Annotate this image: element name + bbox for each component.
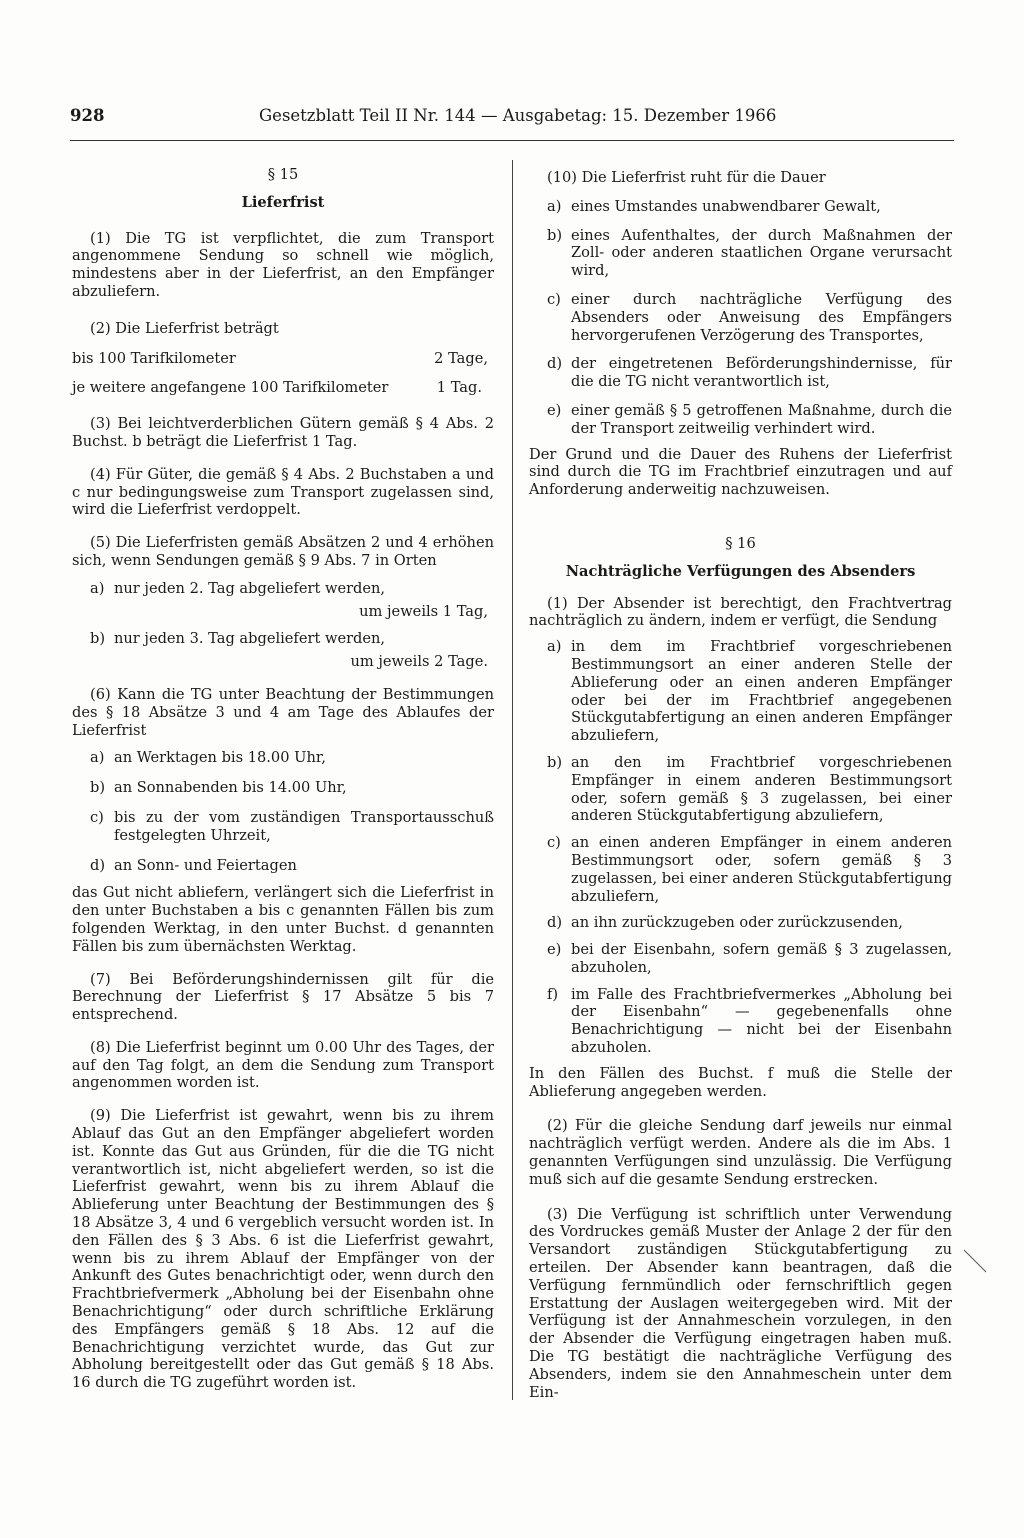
header-rule xyxy=(70,140,954,141)
paragraph-15-1: (1) Die TG ist verpflichtet, die zum Transport angenommene Sendung so schnell wie möglich, mindestens aber in der Lieferfrist, an den Empfänger abzuliefern. xyxy=(72,229,494,300)
list-item-5b xyxy=(90,630,494,648)
item-label: f) xyxy=(547,985,559,1003)
item-text: eines Umstandes unabwendbarer Gewalt, xyxy=(571,197,881,215)
paragraph-15-9: (9) Die Lieferfrist ist gewahrt, wenn bis zu ihrem Ablauf das Gut an den Empfänger abgeliefert worden ist. Konnte das Gut aus Gründen, für die die TG nicht verantwortlich ist, nicht abgeliefert werden, so ist die Lieferfrist gewahrt, wenn bis zu ihrem Ablauf die Ablieferung unter Beachtung der Bestimmungen des § 18 Absätze 3, 4 und 6 vergeblich versucht worden ist. In den Fällen des § 3 Abs. 6 ist die Lieferfrist gewahrt, wenn bis zu ihrem Ablauf der Empfänger von der Ankunft des Gutes benachrichtigt oder, wenn durch den Frachtbriefvermerk „Abholung bei der Eisenbahn ohne Benachrichtigung“ oder durch schriftliche Erklärung des Empfängers gemäß § 18 Abs. 12 auf die Benachrichtigung verzichtet wurde, das Gut zur Abholung bereitgestellt oder das Gut gemäß § 18 Abs. 16 durch die TG zugeführt worden ist. xyxy=(72,1107,494,1392)
item-text: eines Aufenthaltes, der durch Maßnahmen der Zoll- oder anderen staatlichen Organe verursacht wird, xyxy=(571,226,952,280)
item-label: a) xyxy=(547,638,562,656)
item-label: e) xyxy=(547,941,562,959)
paragraph-16-1: (1) Der Absender ist berechtigt, den Frachtvertrag nachträglich zu ändern, indem er verfügt, die Sendung xyxy=(529,594,952,630)
list-item-16d xyxy=(547,914,952,932)
paragraph-16-1-tail: In den Fällen des Buchst. f muß die Stelle der Ablieferung angegeben werden. xyxy=(529,1064,952,1100)
list-item-16c xyxy=(547,834,952,905)
paragraph-15-6-tail: das Gut nicht abliefern, verlängert sich die Lieferfrist in den unter Buchstaben a bis c genannten Fällen bis zum folgenden Werktag, in den unter Buchst. d genannten Fällen bis zum übernächsten Werktag. xyxy=(72,884,494,955)
paragraph-16-3: (3) Die Verfügung ist schriftlich unter Verwendung des Vordruckes gemäß Muster der Anlage 2 der für den Versandort zuständigen Stückgutabfertigung zu erteilen. Der Absender kann beantragen, daß die Verfügung fernmündlich oder fernschriftlich gegen Erstattung der Auslagen weitergegeben wird. Mit der Verfügung ist der Annahmeschein vorzulegen, in den der Absender die Verfügung eingetragen haben muß. Die TG bestätigt die nachträgliche Verfügung des Absenders, indem sie den Annahmeschein unter dem Ein- xyxy=(529,1205,952,1401)
column-divider xyxy=(512,160,513,1400)
item-label: d) xyxy=(547,914,563,932)
list-item-6b xyxy=(90,779,494,797)
item-label: c) xyxy=(90,808,104,826)
list-item-6c xyxy=(90,809,494,845)
item-text: nur jeden 2. Tag abgeliefert werden, xyxy=(114,579,386,597)
page-number: 928 xyxy=(70,106,105,125)
row-value: 2 Tage, xyxy=(434,349,488,367)
list-item-10e xyxy=(547,402,952,438)
item-text: der eingetretenen Beförderungshindernisse, für die die TG nicht verantwortlich ist, xyxy=(571,355,952,391)
item-text: in dem im Frachtbrief vorgeschriebenen Bestimmungsort an einer anderen Stelle der Ablieferung oder an einen anderen Empfänger oder bei der im Frachtbrief angegebenen Stückgutabfertigung an einen anderen Empfänger abzuliefern, xyxy=(571,638,952,745)
section-16-title: Nachträgliche Verfügungen des Absenders xyxy=(565,562,916,580)
running-head: Gesetzblatt Teil II Nr. 144 — Ausgabetag: 15. Dezember 1966 xyxy=(259,106,777,125)
list-item-10b xyxy=(547,227,952,280)
list-item-16b xyxy=(547,754,952,825)
item-label: c) xyxy=(547,290,561,308)
item-text: einer durch nachträgliche Verfügung des Absenders oder Anweisung des Empfängers hervorgerufenen Verzögerung des Transportes, xyxy=(571,290,952,344)
page-header xyxy=(70,104,777,128)
item-label: a) xyxy=(90,749,105,767)
paragraph-15-2: (2) Die Lieferfrist beträgt xyxy=(90,319,279,337)
list-item-5a-continuation: um jeweils 1 Tag, xyxy=(359,602,488,620)
item-text: an Sonn- und Feiertagen xyxy=(114,856,297,874)
paragraph-15-4: (4) Für Güter, die gemäß § 4 Abs. 2 Buchstaben a und c nur bedingungsweise zum Transport zugelassen sind, wird die Lieferfrist verdoppelt. xyxy=(72,465,494,519)
section-15-title: Lieferfrist xyxy=(241,193,325,211)
list-item-10a xyxy=(547,198,952,216)
item-text: an ihn zurückzugeben oder zurückzusenden, xyxy=(571,914,903,932)
item-label: b) xyxy=(547,226,563,244)
item-text: im Falle des Frachtbriefvermerkes „Abholung bei der Eisenbahn“ — gegebenenfalls ohne Benachrichtigung — nicht bei der Eisenbahn abzuholen. xyxy=(571,985,952,1057)
margin-pen-stroke xyxy=(962,1248,990,1276)
item-text: an Sonnabenden bis 14.00 Uhr, xyxy=(114,779,347,797)
item-label: c) xyxy=(547,834,561,852)
item-label: d) xyxy=(90,856,106,874)
item-label: a) xyxy=(547,197,562,215)
row-label: je weitere angefangene 100 Tarifkilometer xyxy=(72,379,389,397)
item-label: d) xyxy=(547,355,563,373)
paragraph-16-2: (2) Für die gleiche Sendung darf jeweils nur einmal nachträglich verfügt werden. Andere als die im Abs. 1 genannten Verfügungen sind unzulässig. Die Verfügung muß sich auf die gesamte Sendung erstrecken. xyxy=(529,1117,952,1188)
paragraph-15-10-tail: Der Grund und die Dauer des Ruhens der Lieferfrist sind durch die TG im Frachtbrief einzutragen und auf Anforderung anderweitig nachzuweisen. xyxy=(529,445,952,499)
section-16-number: § 16 xyxy=(725,534,756,552)
paragraph-15-3: (3) Bei leichtverderblichen Gütern gemäß § 4 Abs. 2 Buchst. b beträgt die Lieferfrist 1 Tag. xyxy=(72,415,494,450)
list-item-10d xyxy=(547,355,952,391)
paragraph-15-8: (8) Die Lieferfrist beginnt um 0.00 Uhr des Tages, der auf den Tag folgt, an dem die Sendung zum Transport angenommen worden ist. xyxy=(72,1038,494,1092)
item-label: b) xyxy=(90,630,106,648)
list-item-16a xyxy=(547,638,952,745)
item-label: e) xyxy=(547,401,562,419)
item-text: einer gemäß § 5 getroffenen Maßnahme, durch die der Transport zeitweilig verhindert wird. xyxy=(571,401,952,437)
item-text: bei der Eisenbahn, sofern gemäß § 3 zugelassen, abzuholen, xyxy=(571,941,952,976)
list-item-5a xyxy=(90,580,494,598)
section-15-number: § 15 xyxy=(267,166,299,183)
item-text: an Werktagen bis 18.00 Uhr, xyxy=(114,749,326,767)
right-column xyxy=(529,162,952,1401)
item-text: an einen anderen Empfänger in einem anderen Bestimmungsort oder, sofern gemäß § 3 zugelassen, bei einer anderen Stückgutabfertigung abzuliefern, xyxy=(571,834,952,905)
list-item-16e xyxy=(547,941,952,977)
delivery-time-row-2 xyxy=(72,379,494,397)
paragraph-15-7: (7) Bei Beförderungshindernissen gilt für die Berechnung der Lieferfrist § 17 Absätze 5 bis 7 entsprechend. xyxy=(72,970,494,1024)
item-text: nur jeden 3. Tag abgeliefert werden, xyxy=(114,630,386,648)
item-label: b) xyxy=(547,753,563,771)
row-label: bis 100 Tarifkilometer xyxy=(72,349,236,367)
list-item-6d xyxy=(90,857,494,875)
list-item-5b-continuation: um jeweils 2 Tage. xyxy=(350,653,488,671)
item-text: bis zu der vom zuständigen Transportausschuß festgelegten Uhrzeit, xyxy=(114,808,494,844)
list-item-10c xyxy=(547,291,952,344)
delivery-time-row-1 xyxy=(72,350,494,368)
paragraph-15-10: (10) Die Lieferfrist ruht für die Dauer xyxy=(547,169,826,186)
item-label: b) xyxy=(90,779,106,797)
item-text: an den im Frachtbrief vorgeschriebenen Empfänger in einem anderen Bestimmungsort oder, sofern gemäß § 3 zugelassen, bei einer anderen Stückgutabfertigung abzuliefern, xyxy=(571,753,952,825)
paragraph-15-5: (5) Die Lieferfristen gemäß Absätzen 2 und 4 erhöhen sich, wenn Sendungen gemäß § 9 Abs. 7 in Orten xyxy=(72,534,494,569)
paragraph-15-6: (6) Kann die TG unter Beachtung der Bestimmungen des § 18 Absätze 3 und 4 am Tage des Ablaufes der Lieferfrist xyxy=(72,685,494,739)
list-item-16f xyxy=(547,986,952,1057)
row-value: 1 Tag. xyxy=(436,379,482,397)
list-item-6a xyxy=(90,749,494,767)
left-column xyxy=(72,162,494,1392)
item-label: a) xyxy=(90,579,105,597)
